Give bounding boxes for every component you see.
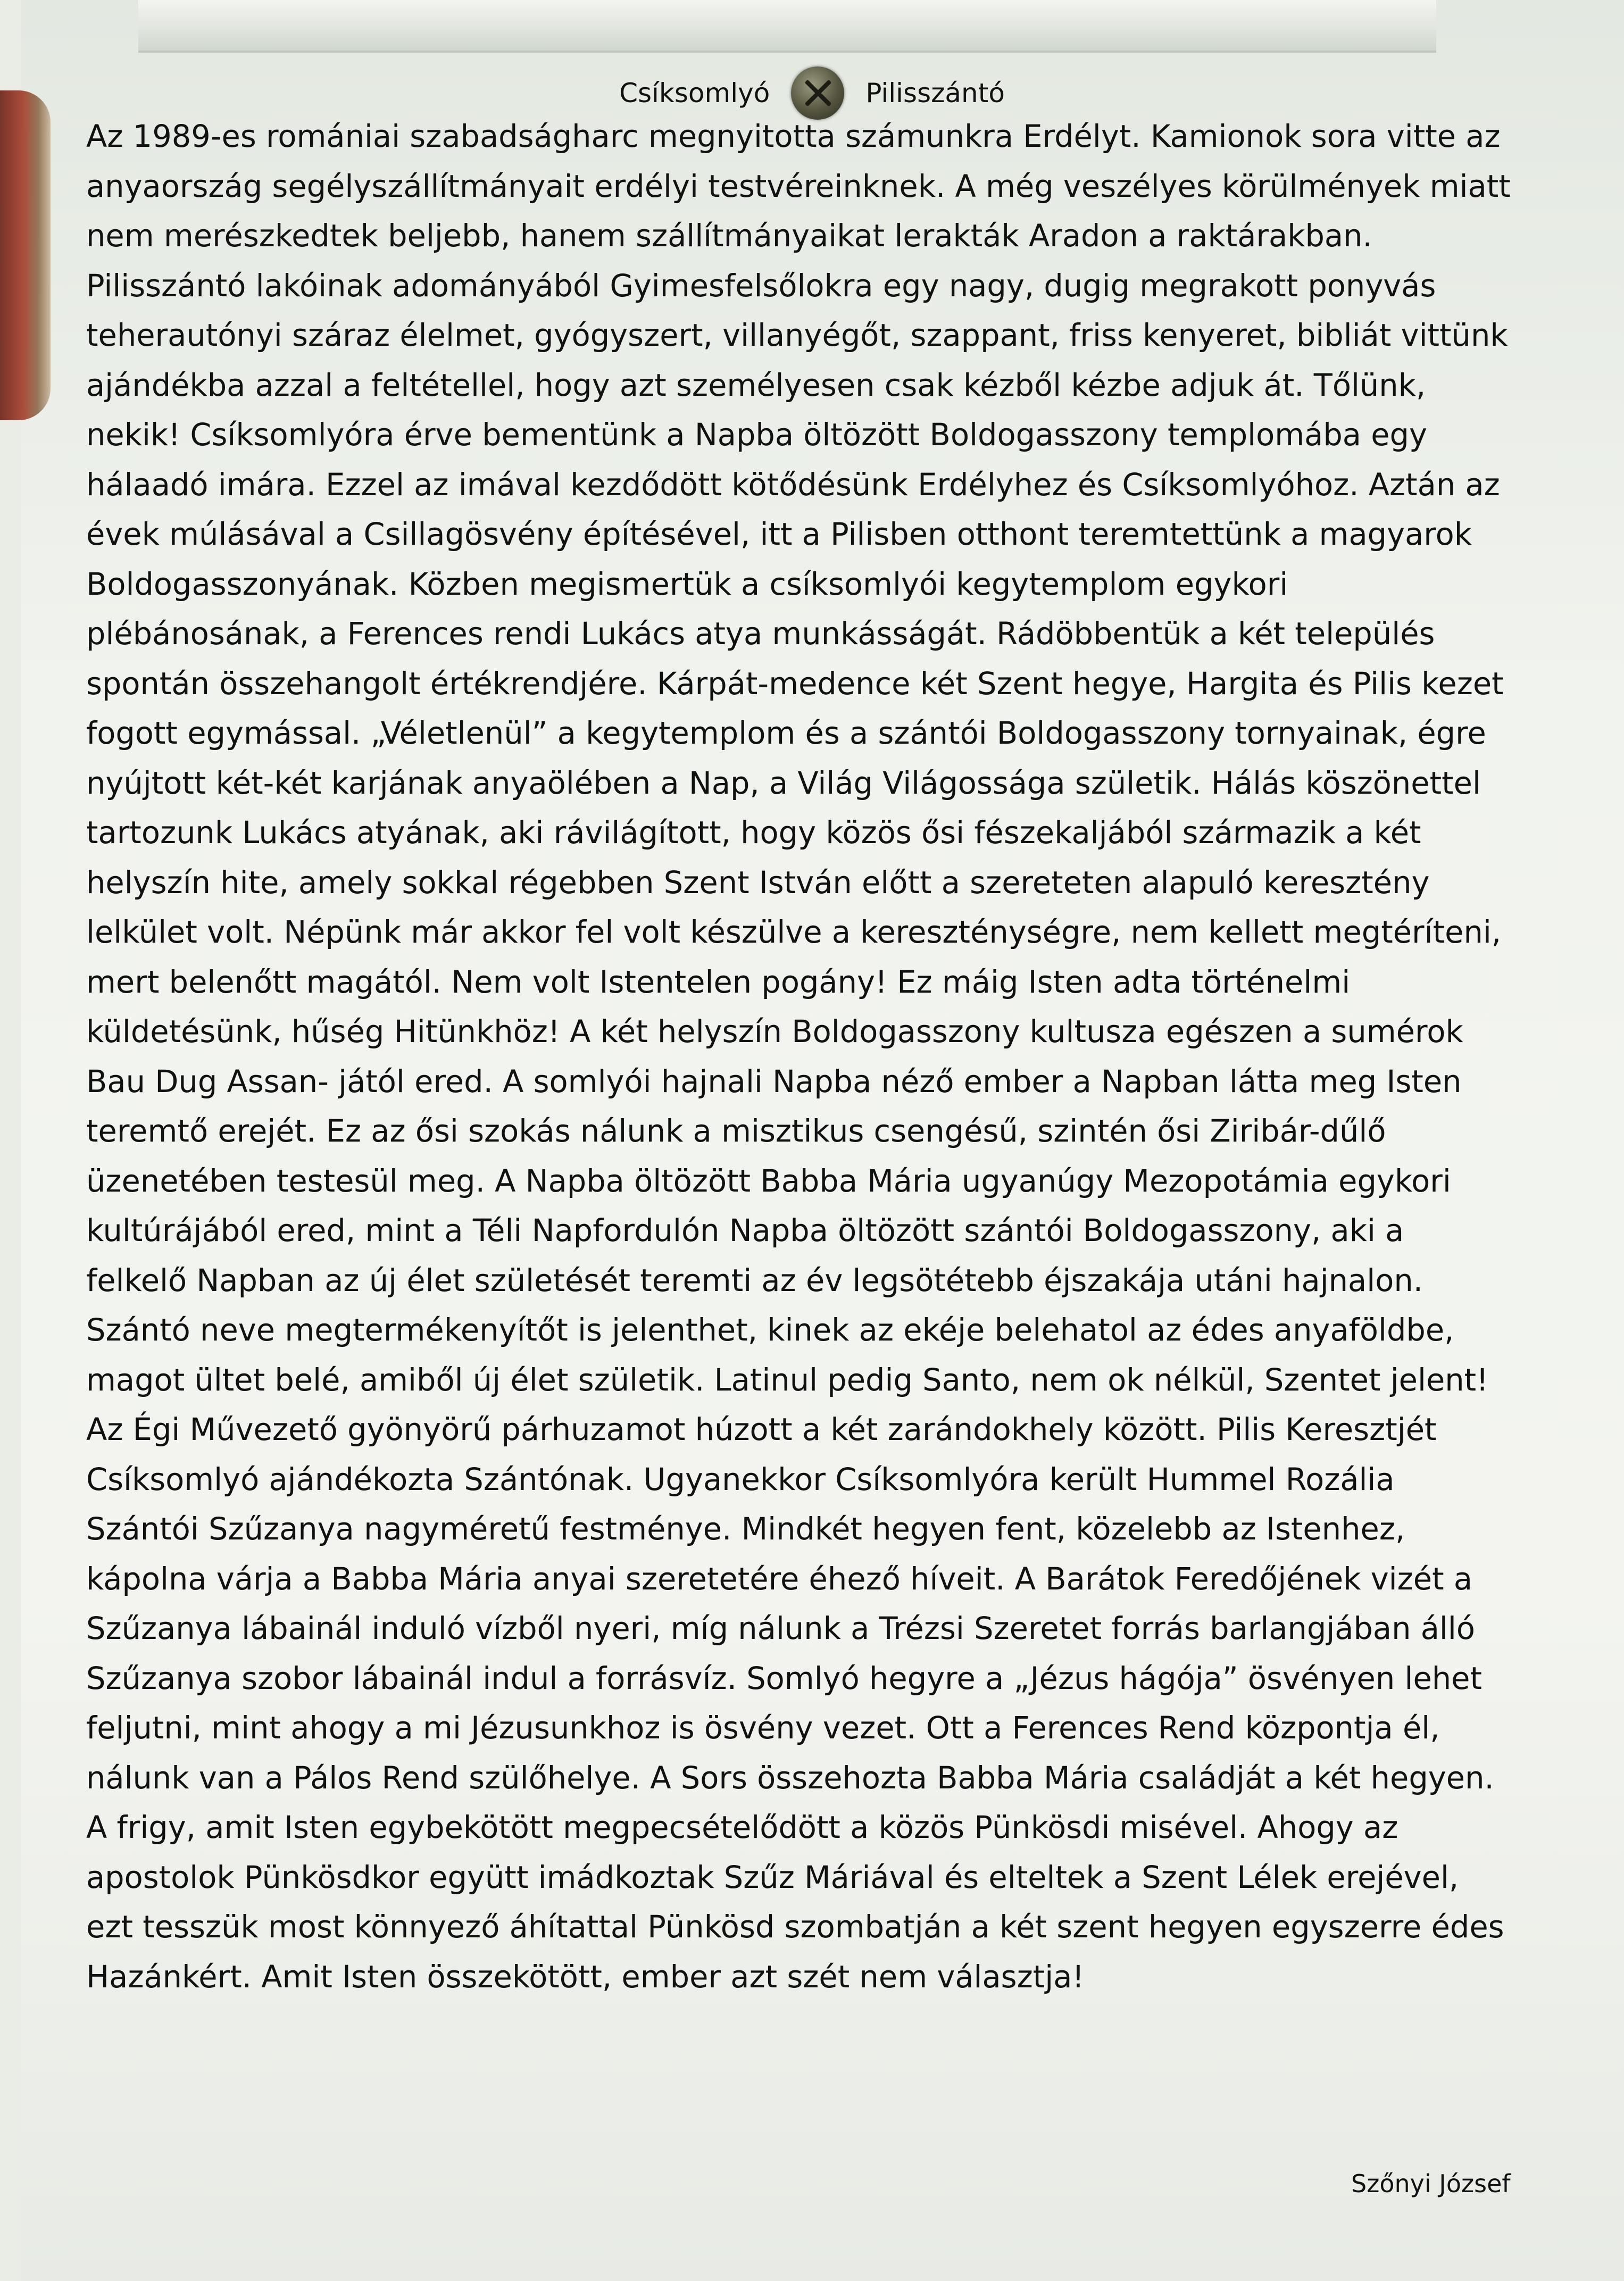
text-line: Hazánkért. Amit Isten összekötött, ember azt szét nem választja!: [86, 1958, 1085, 1995]
header-left-place: Csíksomlyó: [619, 78, 770, 109]
text-line: nekik! Csíksomlyóra érve bementünk a Napba öltözött Boldogasszony templomába egy: [86, 417, 1427, 453]
text-line: nyújtott két-két karjának anyaölében a Nap, a Világ Világossága születik. Hálás köszönettel: [86, 764, 1481, 801]
text-line: nálunk van a Pálos Rend szülőhelye. A Sors összehozta Babba Mária családját a két hegyen.: [86, 1759, 1494, 1796]
signature: Szőnyi József: [1351, 2169, 1511, 2198]
adhesive-tape: [138, 0, 1436, 53]
text-line: Szántói Szűzanya nagyméretű festménye. Mindkét hegyen fent, közelebb az Istenhez,: [86, 1511, 1405, 1547]
text-line: Bau Dug Assan- jától ered. A somlyói hajnali Napba néző ember a Napban látta meg Isten: [86, 1063, 1462, 1100]
text-line: mert belenőtt magától. Nem volt Istentelen pogány! Ez máig Isten adta történelmi: [86, 963, 1351, 1000]
text-line: nem merészkedtek beljebb, hanem szállítmányaikat lerakták Aradon a raktárakban.: [86, 218, 1372, 254]
header-right-place: Pilisszántó: [865, 78, 1005, 109]
text-line: Szántó neve megtermékenyítőt is jelenthet, kinek az ekéje belehatol az édes anyaföldbe,: [86, 1312, 1454, 1348]
text-line: ajándékba azzal a feltétellel, hogy azt személyesen csak kézből kézbe adjuk át. Tőlünk,: [86, 367, 1426, 403]
text-line: plébánosának, a Ferences rendi Lukács atya munkásságát. Rádöbbentük a két település: [86, 615, 1435, 652]
text-line: évek múlásával a Csillagösvény építésével, itt a Pilisben otthont teremtettünk a magyarok: [86, 516, 1472, 552]
text-line: teremtő erejét. Ez az ősi szokás nálunk a misztikus csengésű, szintén ősi Ziribár-dűlő: [86, 1113, 1386, 1149]
text-line: Szűzanya szobor lábainál indul a forrásvíz. Somlyó hegyre a „Jézus hágója” ösvényen lehet: [86, 1660, 1483, 1696]
text-line: üzenetében testesül meg. A Napba öltözött Babba Mária ugyanúgy Mezopotámia egykori: [86, 1162, 1451, 1199]
text-line: tartozunk Lukács atyának, aki rávilágított, hogy közös ősi fészekaljából származik a két: [86, 814, 1421, 851]
text-line: Az 1989-es romániai szabadságharc megnyitotta számunkra Erdélyt. Kamionok sora vitte az: [86, 118, 1501, 154]
text-line: feljutni, mint ahogy a mi Jézusunkhoz is ösvény vezet. Ott a Ferences Rend központja él,: [86, 1710, 1440, 1746]
text-line: Csíksomlyó ajándékozta Szántónak. Ugyanekkor Csíksomlyóra került Hummel Rozália: [86, 1461, 1395, 1497]
text-line: felkelő Napban az új élet születését teremti az év legsötétebb éjszakája utáni hajnalon.: [86, 1262, 1423, 1298]
text-line: spontán összehangolt értékrendjére. Kárpát-medence két Szent hegye, Hargita és Pilis kezet: [86, 665, 1504, 702]
text-line: kultúrájából ered, mint a Téli Napfordulón Napba öltözött szántói Boldogasszony, aki a: [86, 1212, 1404, 1248]
text-line: Boldogasszonyának. Közben megismertük a csíksomlyói kegytemplom egykori: [86, 565, 1288, 602]
text-line: ezt tesszük most könnyező áhítattal Pünkösd szombatján a két szent hegyen egyszerre édes: [86, 1909, 1504, 1945]
ribbon-edge: [0, 90, 51, 420]
text-line: Szűzanya lábainál induló vízből nyeri, míg nálunk a Trézsi Szeretet forrás barlangjában álló: [86, 1610, 1475, 1646]
text-line: helyszín hite, amely sokkal régebben Szent István előtt a szereteten alapuló keresztény: [86, 864, 1430, 901]
text-line: anyaország segélyszállítmányait erdélyi testvéreinknek. A még veszélyes körülmények miatt: [86, 168, 1511, 204]
text-line: teherautónyi száraz élelmet, gyógyszert, villanyégőt, szappant, friss kenyeret, bibliát vittünk: [86, 317, 1508, 353]
text-line: lelkület volt. Népünk már akkor fel volt készülve a kereszténységre, nem kellett megtéríteni,: [86, 914, 1502, 950]
text-line: magot ültet belé, amiből új élet születik. Latinul pedig Santo, nem ok nélkül, Szentet jelent!: [86, 1361, 1489, 1398]
text-line: kápolna várja a Babba Mária anyai szeretetére éhező híveit. A Barátok Feredőjének vizét a: [86, 1560, 1473, 1597]
text-line: Pilisszántó lakóinak adományából Gyimesfelsőlokra egy nagy, dugig megrakott ponyvás: [86, 267, 1436, 304]
text-line: küldetésünk, hűség Hitünkhöz! A két helyszín Boldogasszony kultusza egészen a sumérok: [86, 1013, 1463, 1050]
text-line: apostolok Pünkösdkor együtt imádkoztak Szűz Máriával és elteltek a Szent Lélek erejével,: [86, 1859, 1459, 1895]
text-line: fogott egymással. „Véletlenül” a kegytemplom és a szántói Boldogasszony tornyainak, égre: [86, 715, 1486, 751]
text-line: hálaadó imára. Ezzel az imával kezdődött kötődésünk Erdélyhez és Csíksomlyóhoz. Aztán az: [86, 466, 1500, 503]
body-text: [86, 112, 1618, 2002]
text-line: Az Égi Művezető gyönyörű párhuzamot húzott a két zarándokhely között. Pilis Keresztjét: [86, 1411, 1437, 1447]
text-line: A frigy, amit Isten egybekötött megpecsételődött a közös Pünkösdi misével. Ahogy az: [86, 1809, 1398, 1845]
